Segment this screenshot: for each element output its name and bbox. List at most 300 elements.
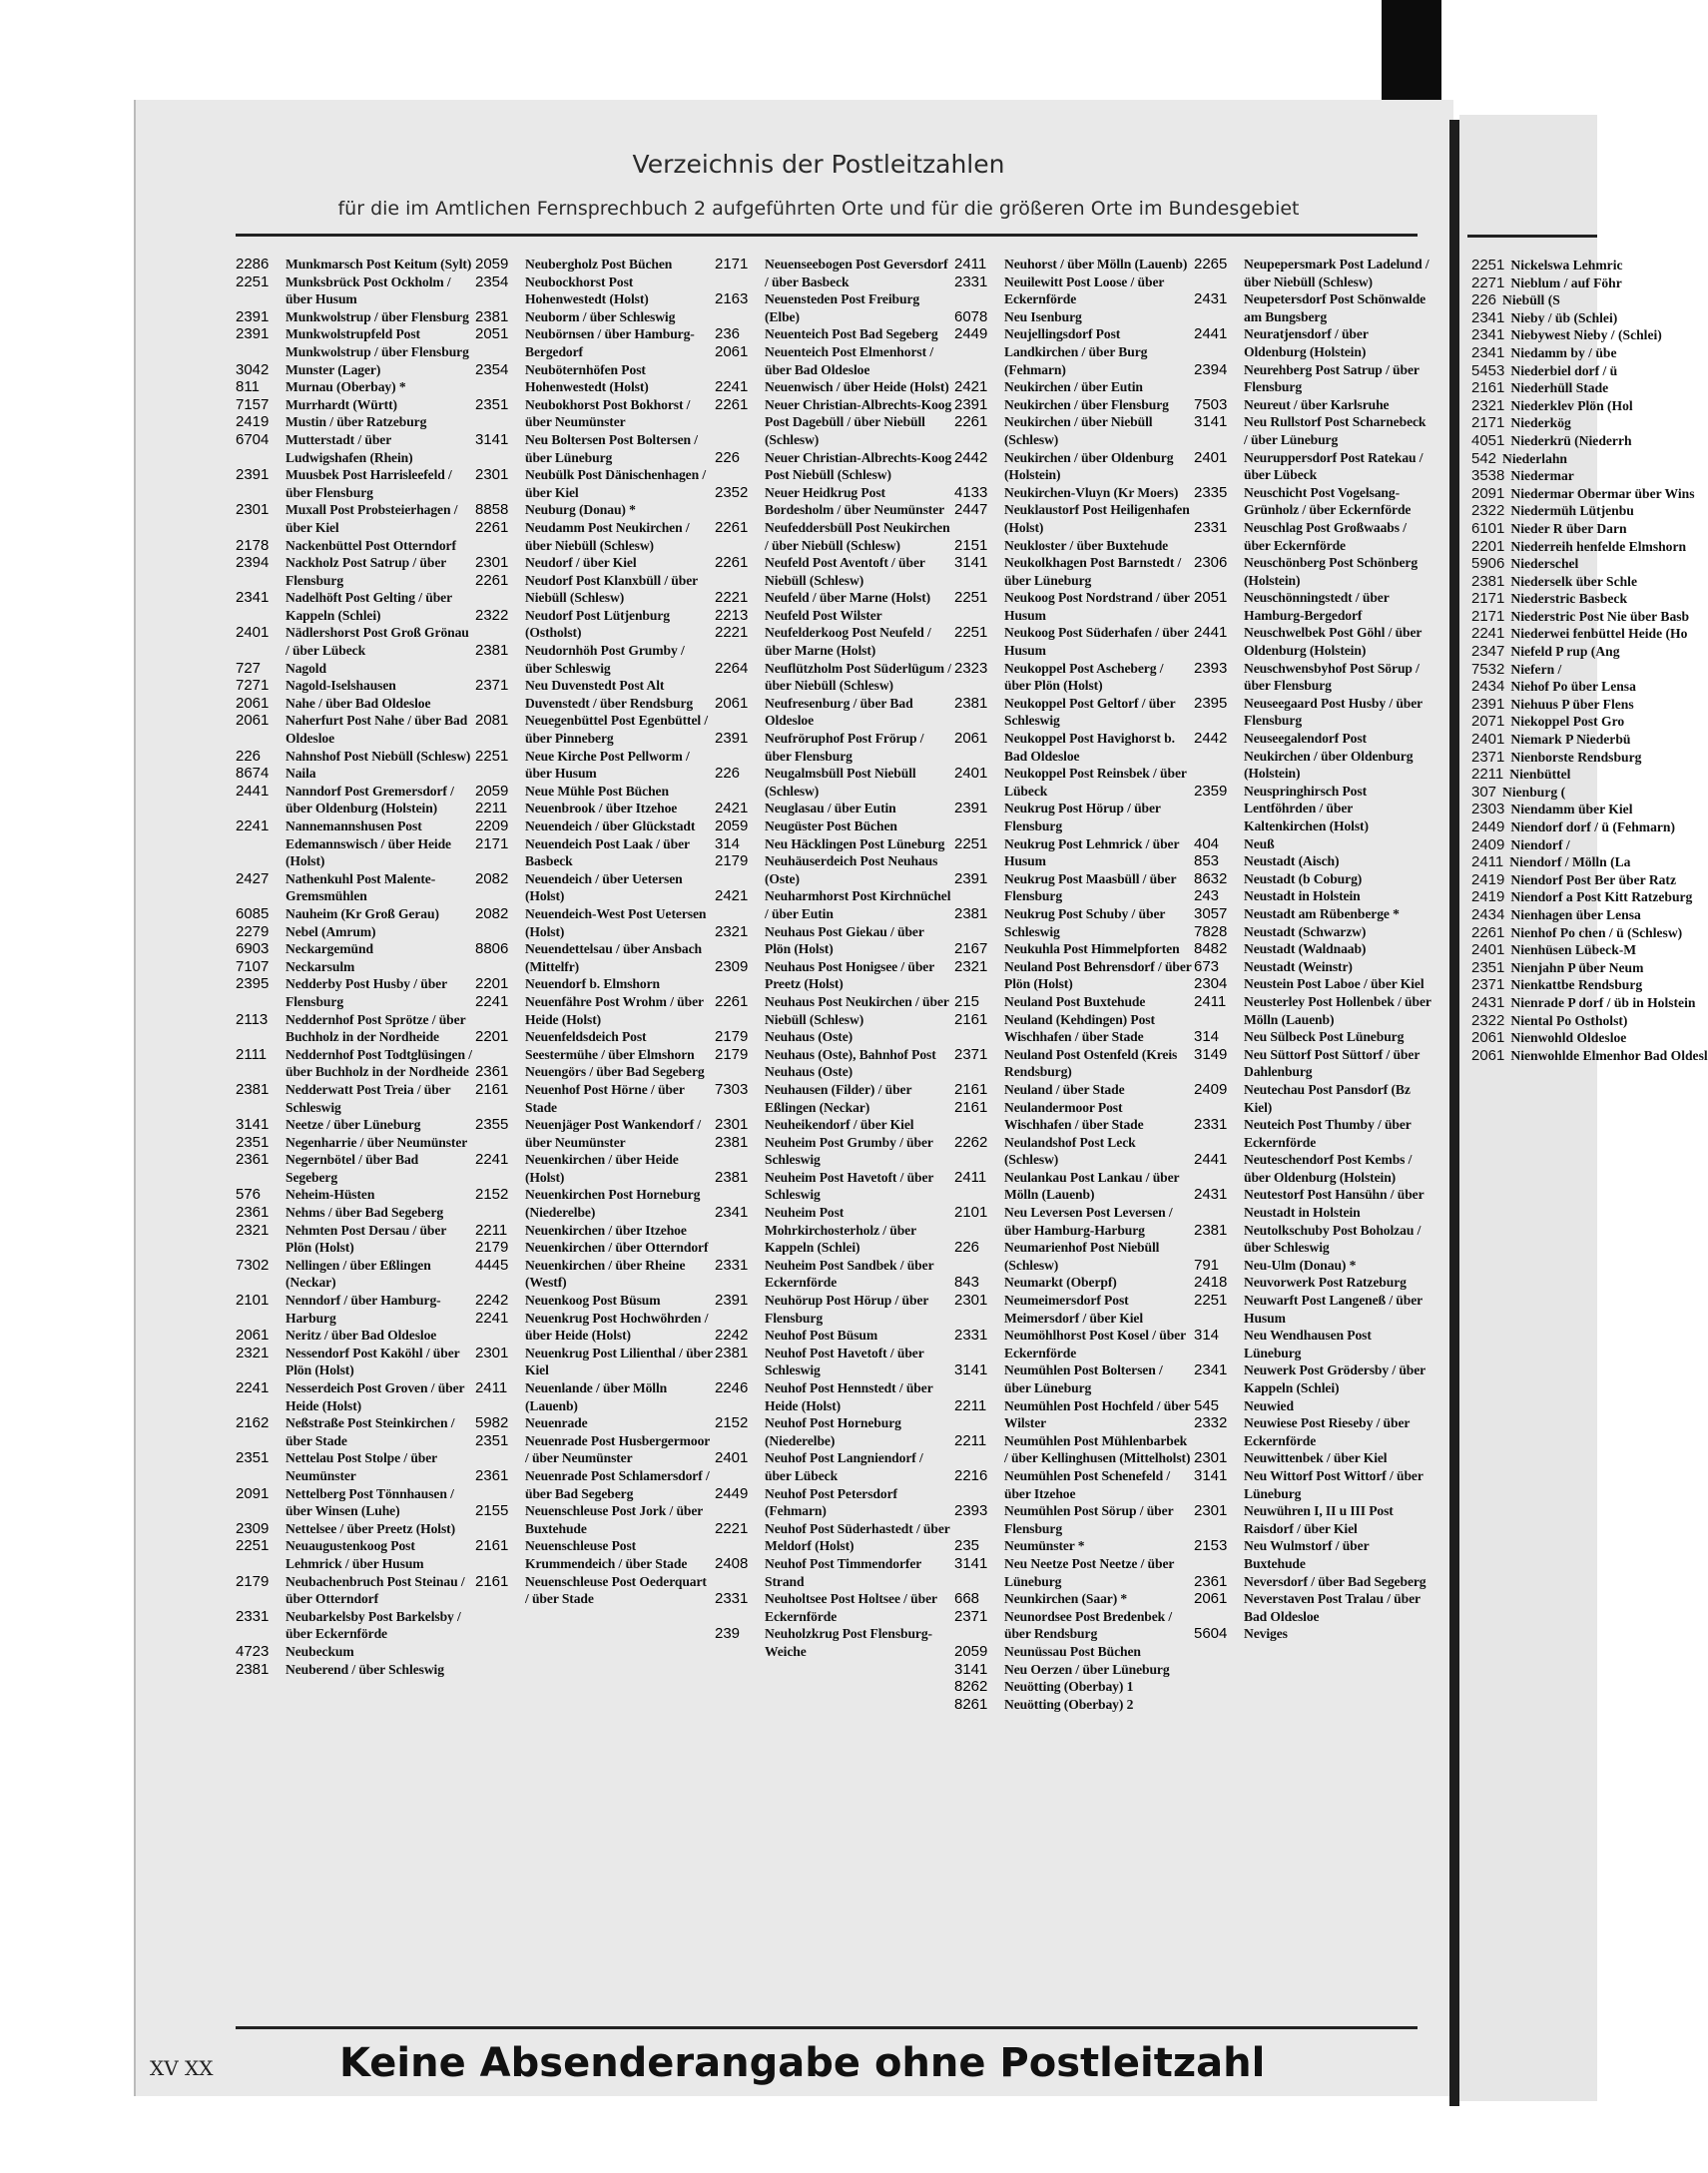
next-page-entry	[1471, 958, 1644, 977]
place-name: Neuenkoog Post Büsum	[525, 1293, 661, 1309]
place-name: Neurehberg Post Satrup / über Flensburg	[1244, 361, 1420, 395]
next-page-entry	[1471, 555, 1611, 573]
directory-entry	[954, 1011, 1192, 1046]
directory-entry	[715, 325, 952, 343]
postal-code: 5982	[475, 1414, 509, 1432]
directory-entry	[954, 1046, 1192, 1081]
directory-entry	[715, 624, 952, 659]
postal-code: 2347	[1471, 643, 1505, 661]
directory-entry	[475, 1239, 713, 1257]
place-name: Neuberend / über Schleswig	[285, 1661, 444, 1677]
place-name: Neuendeich Post Laak / über Basbeck	[525, 835, 690, 869]
place-name: Neuenschleuse Post Oederquart / über Stade	[525, 1573, 707, 1607]
place-name: Neuschwelbek Post Göhl / über Oldenburg (Holstein)	[1244, 625, 1423, 659]
directory-entry	[236, 325, 473, 360]
place-name: Neudornhöh Post Grumby / über Schleswig	[525, 643, 685, 676]
place-name: Neutolkschuby Post Boholzau / über Schleswig	[1244, 1222, 1422, 1256]
directory-entry	[475, 1081, 713, 1116]
place-name: Neuenkrug Post Hochwöhrden / über Heide (Holst)	[525, 1310, 709, 1344]
place-name: Neuenkirchen / über Otterndorf	[525, 1240, 709, 1256]
directory-entry	[475, 519, 713, 554]
postal-code: 3141	[1194, 1466, 1228, 1484]
place-name: Neuenlande / über Mölln (Lauenb)	[525, 1380, 668, 1413]
postal-code: 2321	[236, 1221, 270, 1239]
postal-code: 2261	[1471, 923, 1505, 941]
place-name: Neuholtsee Post Holtsee / über Eckernförde	[765, 1591, 937, 1624]
directory-entry	[236, 1011, 473, 1046]
directory-entry	[475, 642, 713, 677]
postal-code: 2341	[236, 589, 270, 607]
postal-code: 7828	[1194, 922, 1228, 940]
postal-code: 2161	[475, 1080, 509, 1098]
postal-code: 2391	[715, 730, 749, 748]
directory-entry	[236, 554, 473, 589]
place-name: Niederschel	[1510, 556, 1579, 572]
directory-entry	[475, 1222, 713, 1240]
directory-entry	[954, 554, 1192, 589]
place-name: Nettelberg Post Tönnhausen / über Winsen (Luhe)	[285, 1485, 454, 1519]
next-page-entry	[1471, 379, 1611, 397]
place-name: Neumünster *	[1004, 1538, 1085, 1554]
directory-entry	[475, 677, 713, 712]
postal-code: 2251	[954, 834, 988, 852]
postal-code: 2241	[475, 992, 509, 1010]
place-name: Munkwolstrup / über Flensburg	[285, 308, 469, 324]
postal-code: 2301	[475, 554, 509, 572]
place-name: Neukirchen-Vluyn (Kr Moers)	[1004, 484, 1179, 500]
directory-entry	[715, 343, 952, 378]
next-page-entry	[1471, 801, 1633, 818]
directory-entry	[715, 695, 952, 730]
directory-entry	[954, 308, 1192, 326]
directory-entry	[954, 484, 1192, 502]
postal-code: 7503	[1194, 395, 1228, 413]
postal-code: 2381	[236, 1660, 270, 1678]
directory-entry	[715, 1134, 952, 1169]
postal-code: 2059	[475, 782, 509, 800]
place-name: Neuborm / über Schleswig	[525, 308, 676, 324]
directory-entry	[236, 273, 473, 308]
next-page-entry	[1471, 766, 1611, 784]
postal-code: 2351	[236, 1133, 270, 1151]
next-page-entry	[1471, 905, 1641, 924]
postal-code: 2171	[475, 834, 509, 852]
directory-entry	[236, 1081, 473, 1116]
directory-entry	[475, 1379, 713, 1414]
directory-entry	[236, 783, 473, 817]
next-page-entry	[1471, 784, 1611, 802]
postal-code: 2381	[954, 694, 988, 712]
directory-entry	[1194, 290, 1431, 325]
place-name: Neubergholz Post Büchen	[525, 257, 673, 272]
postal-code: 2401	[954, 765, 988, 783]
place-name: Neuwittenbek / über Kiel	[1244, 1450, 1388, 1466]
place-name: Neuwiese Post Rieseby / über Eckernförde	[1244, 1415, 1411, 1448]
place-name: Neuer Heidkrug Post Bordesholm / über Neumünster	[765, 484, 945, 518]
directory-entry	[1194, 361, 1431, 396]
place-name: Nienhüsen Lübeck-M	[1510, 942, 1637, 958]
place-name: Neuhof Post Süderhastedt / über Meldorf (Holst)	[765, 1520, 950, 1554]
next-page-entry	[1471, 976, 1643, 994]
directory-entry	[715, 730, 952, 765]
postal-code: 2381	[475, 642, 509, 660]
postal-code: 545	[1194, 1396, 1220, 1414]
next-page-entry	[1471, 625, 1688, 643]
postal-code: 2082	[475, 904, 509, 922]
place-name: Neu Wulmstorf / über Buxtehude	[1244, 1538, 1370, 1571]
next-page-entry	[1471, 326, 1662, 344]
directory-entry	[954, 765, 1192, 800]
postal-code: 2061	[236, 694, 270, 712]
directory-entry	[236, 817, 473, 870]
postal-code: 2351	[475, 395, 509, 413]
directory-column-4	[954, 256, 1192, 2022]
postal-code: 2331	[954, 272, 988, 290]
directory-entry	[1194, 449, 1431, 484]
postal-code: 3538	[1471, 467, 1505, 485]
next-page-entry	[1471, 678, 1636, 696]
directory-entry	[1194, 396, 1431, 414]
directory-entry	[475, 256, 713, 273]
postal-code: 2359	[1194, 782, 1228, 800]
postal-code: 2082	[475, 869, 509, 887]
place-name: Niederstric Post Nie über Basb	[1510, 608, 1690, 624]
postal-code: 542	[1471, 449, 1497, 467]
postal-code: 2321	[715, 922, 749, 940]
directory-entry	[715, 923, 952, 958]
place-name: Neuspringhirsch Post Lentföhrden / über Kaltenkirchen (Holst)	[1244, 783, 1369, 833]
directory-entry	[954, 835, 1192, 870]
postal-code: 2431	[1194, 1186, 1228, 1204]
postal-code: 2332	[1194, 1414, 1228, 1432]
place-name: Neßstraße Post Steinkirchen / über Stade	[285, 1415, 455, 1448]
postal-code: 2331	[715, 1590, 749, 1608]
directory-entry	[236, 1257, 473, 1292]
place-name: Niederhüll Stade	[1510, 380, 1609, 396]
directory-entry	[954, 800, 1192, 834]
directory-entry	[954, 1467, 1192, 1502]
directory-entry	[1194, 1151, 1431, 1186]
directory-entry	[236, 431, 473, 466]
directory-entry	[475, 554, 713, 572]
directory-entry	[1194, 1625, 1431, 1643]
postal-code: 8632	[1194, 869, 1228, 887]
directory-entry	[1194, 1222, 1431, 1257]
postal-code: 2271	[1471, 273, 1505, 291]
directory-entry	[1194, 325, 1431, 360]
place-name: Neukrug Post Hörup / über Flensburg	[1004, 801, 1161, 833]
place-name: Murnau (Oberbay) *	[285, 379, 406, 395]
place-name: Niendorf dorf / ü (Fehmarn)	[1510, 819, 1675, 834]
postal-code: 2321	[954, 957, 988, 975]
place-name: Neddernhof Post Todtglüsingen / über Buchholz in der Nordheide	[285, 1046, 472, 1080]
place-name: Nienrade P dorf / üb in Holstein	[1510, 994, 1696, 1010]
directory-entry	[715, 1081, 952, 1116]
place-name: Neuhausen (Filder) / über Eßlingen (Neckar)	[765, 1081, 912, 1115]
directory-entry	[715, 765, 952, 800]
place-name: Nebel (Amrum)	[285, 923, 376, 939]
directory-column-2	[475, 256, 713, 2022]
place-name: Neugalmsbüll Post Niebüll (Schlesw)	[765, 766, 916, 799]
place-name: Neu Leversen Post Leversen / über Hamburg-Harburg	[1004, 1205, 1173, 1238]
next-page-entry	[1471, 1029, 1627, 1047]
place-name: Neuenfeldsdeich Post Seestermühe / über Elmshorn	[525, 1029, 695, 1062]
directory-entry	[1194, 1361, 1431, 1396]
place-name: Neubeckum	[285, 1643, 354, 1659]
postal-code: 2301	[475, 466, 509, 484]
postal-code: 2427	[236, 869, 270, 887]
place-name: Niebüll (S	[1502, 292, 1560, 308]
postal-code: 307	[1471, 783, 1497, 801]
postal-code: 3141	[475, 430, 509, 448]
place-name: Nienwohld Oldesloe	[1510, 1030, 1627, 1046]
place-name: Niedermar Obermar über Wins	[1510, 485, 1695, 501]
postal-code: 2241	[715, 378, 749, 396]
postal-code: 2331	[954, 1327, 988, 1345]
postal-code: 6101	[1471, 519, 1505, 537]
directory-entry	[236, 712, 473, 747]
place-name: Niederwei fenbüttel Heide (Ho	[1510, 626, 1688, 642]
postal-code: 2221	[715, 589, 749, 607]
directory-entry	[954, 660, 1192, 695]
postal-code: 2179	[715, 852, 749, 870]
directory-entry	[1194, 695, 1431, 730]
postal-code: 2303	[1471, 801, 1505, 818]
place-name: Murrhardt (Württ)	[285, 396, 397, 412]
directory-entry	[1194, 975, 1431, 993]
place-name: Neuschlag Post Großwaabs / über Eckernförde	[1244, 519, 1407, 553]
directory-entry	[236, 1116, 473, 1134]
directory-entry	[715, 1414, 952, 1449]
next-page-entry	[1471, 502, 1634, 520]
place-name: Neuwied	[1244, 1397, 1294, 1413]
place-name: Naherfurt Post Nahe / über Bad Oldesloe	[285, 713, 468, 747]
postal-code: 2152	[475, 1186, 509, 1204]
postal-code: 668	[954, 1590, 980, 1608]
directory-entry	[236, 1222, 473, 1257]
postal-code: 2161	[954, 1080, 988, 1098]
directory-entry	[1194, 1274, 1431, 1292]
place-name: Neuhof Post Büsum	[765, 1328, 878, 1344]
postal-code: 2341	[1471, 308, 1505, 326]
place-name: Neuenrade Post Schlamersdorf / über Bad Segeberg	[525, 1467, 710, 1501]
postal-code: 2431	[1471, 993, 1505, 1011]
place-name: Neu Süttorf Post Süttorf / über Dahlenburg	[1244, 1046, 1421, 1080]
postal-code: 2241	[475, 1309, 509, 1327]
place-name: Neukoppel Post Reinsbek / über Lübeck	[1004, 766, 1187, 799]
place-name: Neversdorf / über Bad Segeberg	[1244, 1573, 1426, 1589]
place-name: Neuendorf b. Elmshorn	[525, 976, 660, 992]
place-name: Neviges	[1244, 1626, 1288, 1642]
directory-entry	[715, 817, 952, 835]
directory-entry	[475, 712, 713, 747]
directory-entry	[236, 1643, 473, 1661]
postal-code: 2241	[236, 817, 270, 834]
place-name: Neupetersdorf Post Schönwalde am Bungsberg	[1244, 291, 1426, 324]
postal-code: 7532	[1471, 660, 1505, 678]
directory-entry	[236, 1537, 473, 1572]
directory-entry	[1194, 1081, 1431, 1116]
postal-code: 2441	[1194, 325, 1228, 343]
postal-code: 2251	[1471, 257, 1505, 273]
place-name: Munkwolstrupfeld Post Munkwolstrup / über Flensburg	[285, 326, 469, 359]
postal-code: 2401	[715, 1449, 749, 1467]
directory-entry	[236, 1573, 473, 1608]
postal-code: 8806	[475, 940, 509, 958]
directory-entry	[954, 1292, 1192, 1327]
place-name: Nesserdeich Post Groven / über Heide (Holst)	[285, 1380, 465, 1413]
place-name: Niedermar	[1510, 468, 1574, 484]
postal-code: 2393	[954, 1502, 988, 1520]
place-name: Neukolkhagen Post Barnstedt / über Lüneburg	[1004, 555, 1182, 588]
postal-code: 2408	[715, 1554, 749, 1572]
place-name: Neuland / über Stade	[1004, 1081, 1125, 1097]
directory-entry	[954, 1696, 1192, 1714]
place-name: Neustein Post Laboe / über Kiel	[1244, 976, 1424, 992]
postal-code: 2201	[475, 1028, 509, 1046]
directory-entry	[1194, 1292, 1431, 1327]
directory-entry	[236, 501, 473, 536]
next-page-column	[1471, 257, 1708, 1064]
directory-entry	[236, 378, 473, 396]
place-name: Neuland (Kehdingen) Post Wischhafen / über Stade	[1004, 1011, 1155, 1045]
postal-code: 2161	[954, 1010, 988, 1028]
directory-entry	[475, 1537, 713, 1572]
directory-entry	[236, 589, 473, 624]
place-name: Neuruppersdorf Post Ratekau / über Lübeck	[1244, 449, 1423, 483]
directory-entry	[236, 537, 473, 555]
directory-entry	[715, 1449, 952, 1484]
place-name: Neuhorst / über Mölln (Lauenb)	[1004, 257, 1188, 272]
postal-code: 2401	[236, 624, 270, 642]
place-name: Nackholz Post Satrup / über Flensburg	[285, 555, 446, 588]
place-name: Neue Mühle Post Büchen	[525, 783, 669, 799]
postal-code: 2361	[475, 1063, 509, 1081]
place-name: Neumühlen Post Mühlenbarbek / über Kellinghusen (Mittelholst)	[1004, 1432, 1191, 1466]
place-name: Neuenkirchen / über Rheine (Westf)	[525, 1257, 686, 1291]
directory-entry	[475, 572, 713, 607]
directory-entry	[954, 1537, 1192, 1555]
postal-code: 2331	[236, 1607, 270, 1625]
directory-entry	[1194, 413, 1431, 448]
place-name: Nienborste Rendsburg	[1510, 749, 1642, 765]
directory-entry	[954, 378, 1192, 396]
directory-entry	[954, 1555, 1192, 1590]
directory-entry	[1194, 1116, 1431, 1151]
postal-code: 226	[715, 448, 741, 466]
postal-code: 3141	[954, 1660, 988, 1678]
next-page-entry	[1471, 572, 1637, 591]
place-name: Neu Oerzen / über Lüneburg	[1004, 1661, 1170, 1677]
postal-code: 5604	[1194, 1625, 1228, 1643]
postal-code: 2081	[475, 712, 509, 730]
postal-code: 2354	[475, 272, 509, 290]
place-name: Niental Po Ostholst)	[1510, 1012, 1628, 1028]
directory-entry	[954, 1204, 1192, 1239]
directory-entry	[715, 1520, 952, 1555]
next-page-entry	[1471, 257, 1623, 274]
place-name: Nackenbüttel Post Otterndorf	[285, 537, 456, 553]
directory-entry	[1194, 519, 1431, 554]
place-name: Nädlershorst Post Groß Grönau / über Lübeck	[285, 625, 469, 659]
postal-code: 2209	[475, 817, 509, 834]
directory-entry	[236, 256, 473, 273]
place-name: Neustadt (Weinstr)	[1244, 958, 1353, 974]
directory-entry	[475, 975, 713, 993]
directory-entry	[236, 975, 473, 1010]
next-page-entry	[1471, 695, 1634, 714]
place-name: Neunordsee Post Bredenbek / über Rendsburg	[1004, 1608, 1173, 1642]
directory-entry	[715, 1327, 952, 1345]
directory-entry	[715, 1169, 952, 1204]
postal-code: 2113	[236, 1010, 269, 1028]
place-name: Nehmten Post Dersau / über Plön (Holst)	[285, 1222, 447, 1256]
place-name: Neukirchen / über Flensburg	[1004, 396, 1169, 412]
postal-code: 2411	[954, 256, 987, 272]
directory-entry	[475, 396, 713, 431]
place-name: Neritz / über Bad Oldesloe	[285, 1328, 437, 1344]
page-subtitle: für die im Amtlichen Fernsprechbuch 2 aufgeführten Orte und für die größeren Orte im Bundesgebiet	[337, 198, 1300, 220]
place-name: Neuratjensdorf / über Oldenburg (Holstein)	[1244, 326, 1369, 359]
postal-code: 5906	[1471, 555, 1505, 573]
directory-entry	[715, 852, 952, 887]
directory-entry	[475, 905, 713, 940]
place-name: Mustin / über Ratzeburg	[285, 414, 427, 430]
postal-code: 2211	[475, 1221, 508, 1239]
postal-code: 2335	[1194, 483, 1228, 501]
place-name: Niehuus P über Flens	[1510, 696, 1634, 712]
postal-code: 2061	[1194, 1590, 1228, 1608]
directory-entry	[954, 905, 1192, 940]
place-name: Neuendettelsau / über Ansbach (Mittelfr)	[525, 941, 702, 974]
next-page-entry	[1471, 818, 1675, 836]
place-name: Neuwarft Post Langeneß / über Husum	[1244, 1293, 1423, 1326]
postal-code: 2155	[475, 1502, 509, 1520]
directory-entry	[715, 1028, 952, 1046]
directory-entry	[715, 800, 952, 817]
place-name: Nathenkuhl Post Malente-Gremsmühlen	[285, 870, 436, 904]
place-name: Niederkrü (Niederrh	[1510, 432, 1632, 448]
place-name: Neujellingsdorf Post Landkirchen / über Burg (Fehmarn)	[1004, 326, 1148, 377]
postal-code: 7157	[236, 395, 270, 413]
place-name: Niedermüh Lütjenbu	[1510, 503, 1634, 519]
place-name: Mutterstadt / über Ludwigshafen (Rhein)	[285, 431, 413, 465]
postal-code: 2449	[954, 325, 988, 343]
place-name: Neuenkrug Post Lilienthal / über Kiel	[525, 1345, 713, 1378]
place-name: Niederreih henfelde Elmshorn	[1510, 538, 1687, 554]
place-name: Neuilewitt Post Loose / über Eckernförde	[1004, 273, 1165, 307]
directory-entry	[236, 695, 473, 713]
footer-slogan: Keine Absenderangabe ohne Postleitzahl	[339, 2040, 1266, 2086]
place-name: Nickelswa Lehmric	[1510, 258, 1623, 272]
place-name: Neuenhof Post Hörne / über Stade	[525, 1081, 685, 1115]
directory-entry	[715, 1345, 952, 1379]
place-name: Niemark P Niederbü	[1510, 732, 1631, 748]
place-name: Neuenkirchen Post Horneburg (Niederelbe)	[525, 1187, 701, 1221]
postal-code: 2321	[236, 1344, 270, 1361]
place-name: Neuglasau / über Eutin	[765, 801, 896, 816]
directory-entry	[475, 1502, 713, 1537]
postal-code: 2162	[236, 1414, 270, 1432]
place-name: Neuenrade Post Husbergermoor / über Neumünster	[525, 1432, 710, 1466]
postal-code: 2419	[1471, 870, 1505, 888]
postal-code: 2251	[236, 272, 270, 290]
postal-code: 2301	[715, 1116, 749, 1134]
place-name: Nienwohlde Elmenhor Bad Oldesl	[1510, 1047, 1708, 1063]
next-page-entry	[1471, 291, 1611, 309]
place-name: Neetze / über Lüneburg	[285, 1117, 421, 1133]
place-name: Neuhaus (Oste), Bahnhof Post Neuhaus (Oste)	[765, 1046, 936, 1080]
